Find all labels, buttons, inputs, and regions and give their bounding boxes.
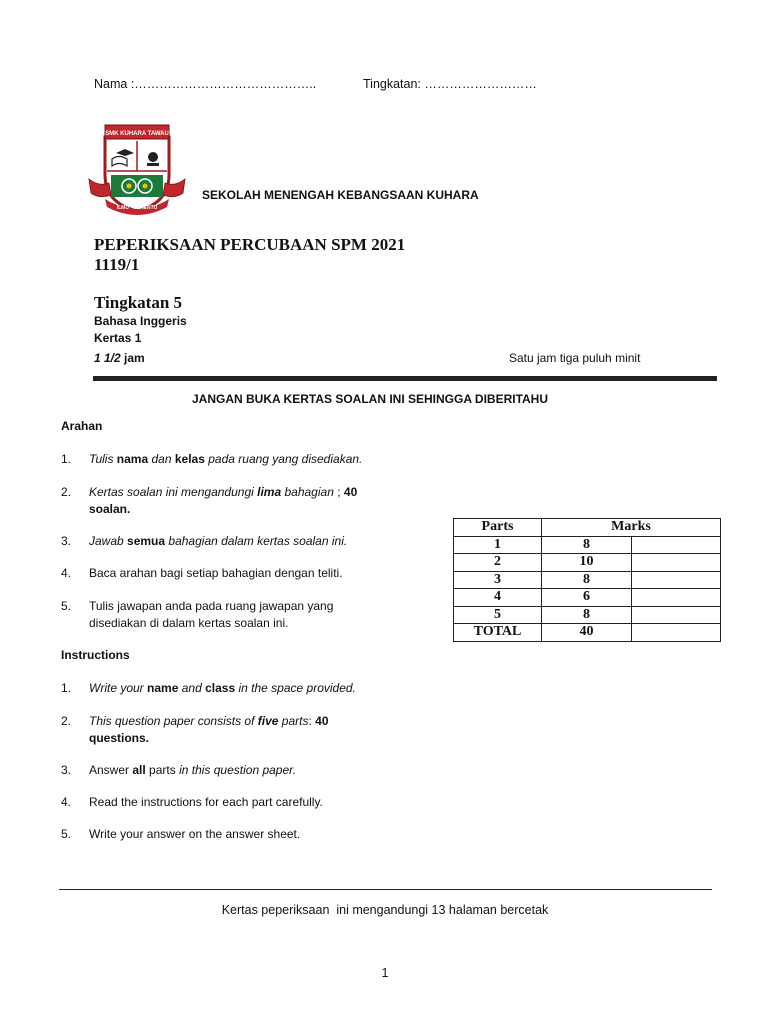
footer-divider xyxy=(59,889,712,890)
exam-title: PEPERIKSAAN PERCUBAAN SPM 2021 xyxy=(94,235,406,254)
instruction-number: 3. xyxy=(61,763,72,777)
part-cell: 2 xyxy=(454,554,542,572)
part-cell: 4 xyxy=(454,589,542,607)
score-cell[interactable] xyxy=(632,554,721,572)
page-number: 1 xyxy=(381,966,389,980)
part-cell: 5 xyxy=(454,606,542,624)
table-row xyxy=(454,536,721,554)
instruction-number: 5. xyxy=(61,827,72,841)
arahan-item-1: Tulis nama dan kelas pada ruang yang disediakan. xyxy=(89,452,363,466)
table-row-total xyxy=(454,624,721,642)
arahan-item-5: Tulis jawapan anda pada ruang jawapan yang disediakan di dalam kertas soalan ini. xyxy=(89,599,334,630)
duration-words: Satu jam tiga puluh minit xyxy=(509,351,641,365)
table-row xyxy=(454,554,721,572)
instructions-title: Instructions xyxy=(61,648,130,662)
score-cell[interactable] xyxy=(632,589,721,607)
arahan-item-2: Kertas soalan ini mengandungi lima bahagian ; 40 soalan. xyxy=(89,485,358,516)
header-divider xyxy=(93,376,717,381)
instruction-number: 4. xyxy=(61,795,72,809)
parts-header: Parts xyxy=(454,519,542,537)
total-score-cell[interactable] xyxy=(632,624,721,642)
table-row xyxy=(454,571,721,589)
table-row xyxy=(454,606,721,624)
arahan-item-3: Jawab semua bahagian dalam kertas soalan ini. xyxy=(89,534,348,548)
marks-table xyxy=(453,518,721,642)
total-label: TOTAL xyxy=(454,624,542,642)
crest-motto: ILMU · PENENTU xyxy=(116,205,158,211)
paper-code: 1119/1 xyxy=(94,255,140,274)
marks-cell: 10 xyxy=(542,554,632,572)
marks-cell: 8 xyxy=(542,536,632,554)
total-marks: 40 xyxy=(542,624,632,642)
instruction-number: 1. xyxy=(61,681,72,695)
subject-name: Bahasa Inggeris xyxy=(94,314,187,328)
instruction-item-4: Read the instructions for each part carefully. xyxy=(89,795,323,809)
instruction-item-1: Write your name and class in the space provided. xyxy=(89,681,356,695)
score-cell[interactable] xyxy=(632,606,721,624)
duration: 1 1/2 jam xyxy=(94,351,145,365)
table-row xyxy=(454,589,721,607)
instruction-item-2: This question paper consists of five parts: 40 questions. xyxy=(89,714,329,745)
arahan-number: 5. xyxy=(61,599,72,613)
school-name: SEKOLAH MENENGAH KEBANGSAAN KUHARA xyxy=(202,188,479,202)
marks-header: Marks xyxy=(542,519,721,537)
arahan-title: Arahan xyxy=(61,419,103,433)
name-field: Nama :…………………………………….. xyxy=(94,77,317,91)
arahan-number: 1. xyxy=(61,452,72,466)
instruction-number: 2. xyxy=(61,714,72,728)
school-crest-logo xyxy=(87,123,187,215)
form-field: Tingkatan: ……………………… xyxy=(363,77,537,91)
score-cell[interactable] xyxy=(632,536,721,554)
instruction-item-5: Write your answer on the answer sheet. xyxy=(89,827,301,841)
marks-cell: 8 xyxy=(542,606,632,624)
arahan-number: 3. xyxy=(61,534,72,548)
crest-banner-text: SMK KUHARA TAWAU xyxy=(105,131,169,137)
marks-cell: 8 xyxy=(542,571,632,589)
part-cell: 1 xyxy=(454,536,542,554)
part-cell: 3 xyxy=(454,571,542,589)
paper-number: Kertas 1 xyxy=(94,331,142,345)
marks-cell: 6 xyxy=(542,589,632,607)
arahan-number: 2. xyxy=(61,485,72,499)
instruction-item-3: Answer all parts in this question paper. xyxy=(89,763,297,777)
warning-notice: JANGAN BUKA KERTAS SOALAN INI SEHINGGA DIBERITAHU xyxy=(192,392,549,406)
arahan-item-4: Baca arahan bagi setiap bahagian dengan teliti. xyxy=(89,566,343,580)
arahan-number: 4. xyxy=(61,566,72,580)
pages-note: Kertas peperiksaan ini mengandungi 13 halaman bercetak xyxy=(221,903,549,917)
score-cell[interactable] xyxy=(632,571,721,589)
form-level: Tingkatan 5 xyxy=(94,293,183,312)
